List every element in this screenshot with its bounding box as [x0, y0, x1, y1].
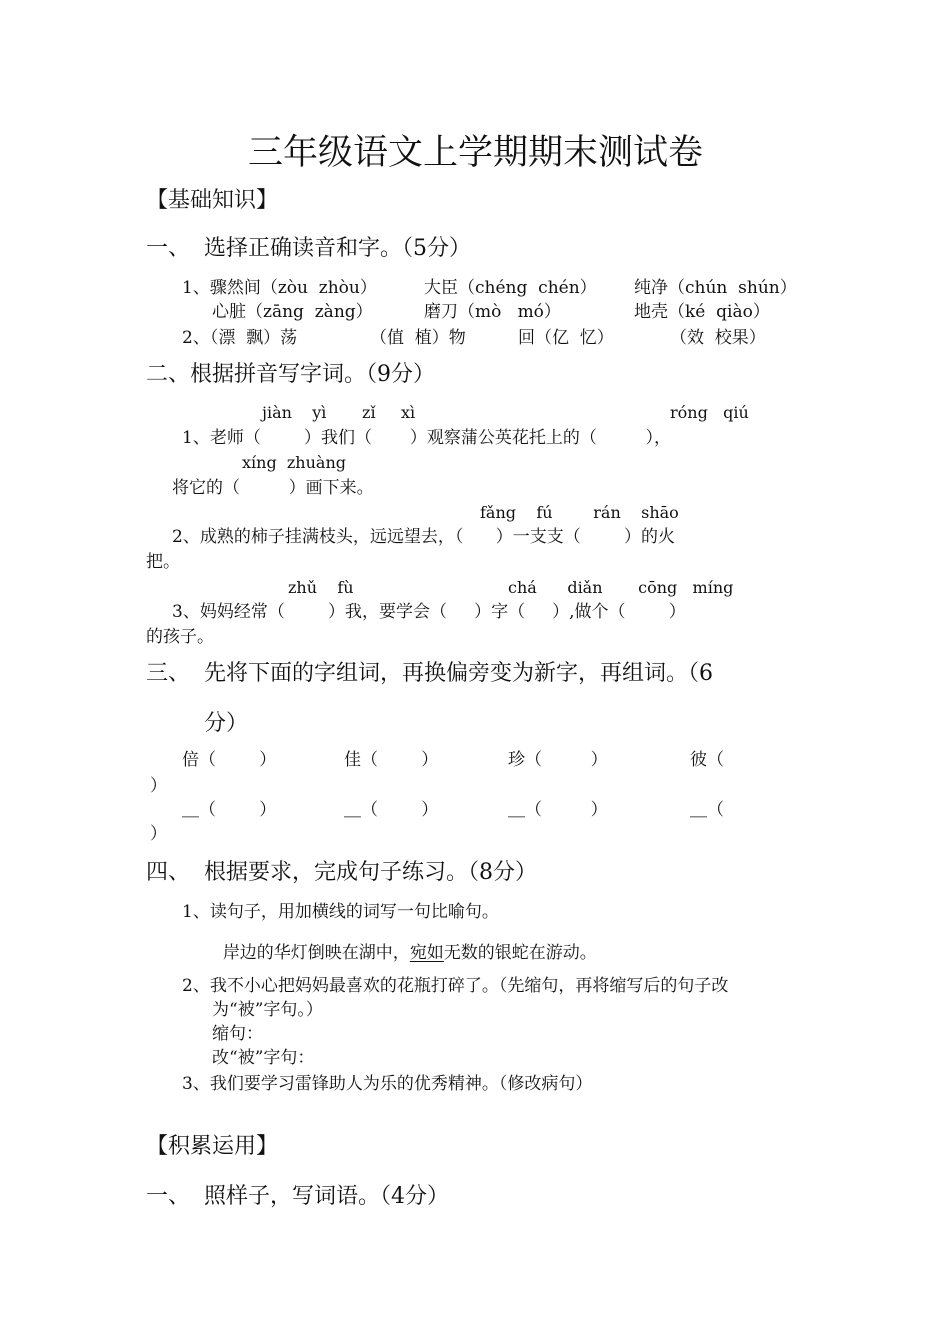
q2-heading: 二、根据拼音写字词。（9分）	[146, 362, 435, 387]
q3-new-char-blank: ＿（ ）	[508, 800, 608, 820]
q1-item: 2、（漂 飘）荡	[182, 328, 298, 348]
q1-item: 地壳（ké qiào）	[634, 302, 770, 322]
q2-sentence: 把。	[146, 552, 180, 572]
q4-item: 3、我们要学习雷锋助人为乐的优秀精神。（修改病句）	[182, 1074, 593, 1094]
q3-new-char-blank: ＿（ ）	[182, 800, 277, 820]
q1-item: 心脏（zāng zàng）	[212, 302, 373, 322]
q1-item: 纯净（chún shún）	[634, 278, 797, 298]
underlined-word: 宛如	[409, 943, 444, 963]
pinyin-hint: chá diǎn cōng míng	[508, 578, 734, 597]
q1-item: 磨刀（mò mó）	[424, 302, 561, 322]
q4-example-part: 岸边的华灯倒映在湖中，	[222, 943, 410, 963]
q1-item: （效 校果）	[670, 328, 766, 348]
q2-sentence: 将它的（ ）画下来。	[172, 478, 374, 498]
q4-heading: 四、 根据要求，完成句子练习。（8分）	[146, 860, 537, 885]
q4-item: 为“被”字句。）	[212, 1000, 323, 1020]
q3-heading: 三、 先将下面的字组词，再换偏旁变为新字，再组词。（6	[146, 661, 713, 686]
q1-item: 大臣（chéng chén）	[424, 278, 597, 298]
q4-answer-label: 改“被”字句：	[212, 1048, 315, 1068]
q4-item: 1、读句子，用加横线的词写一句比喻句。	[182, 902, 499, 922]
q2-sentence: 的孩子。	[146, 627, 214, 647]
pinyin-hint: fǎng fú rán shāo	[480, 503, 679, 522]
pinyin-hint: róng qiú	[670, 403, 749, 422]
q3-char-blank: 倍（ ）	[182, 750, 277, 770]
q2-sentence: 1、老师（ ）我们（ ）观察蒲公英花托上的（ ），	[182, 428, 672, 448]
q4-example-sentence	[212, 928, 597, 962]
q1-item: 1、骤然间（zòu zhòu）	[182, 278, 377, 298]
section-header-basics: 【基础知识】	[146, 188, 279, 213]
p2-q1-heading: 一、 照样子，写词语。（4分）	[146, 1184, 449, 1209]
q3-close-paren: ）	[150, 776, 167, 796]
q3-close-paren: ）	[150, 824, 167, 844]
q2-sentence: 3、妈妈经常（ ）我，要学会（ ）字（ ）,做个（ ）	[172, 602, 686, 622]
q3-char-blank: 佳（ ）	[344, 750, 439, 770]
pinyin-hint: zhǔ fù	[288, 578, 354, 597]
q3-char-blank: 珍（ ）	[508, 750, 608, 770]
q3-heading-continued: 分）	[204, 711, 249, 736]
pinyin-hint: jiàn yì zǐ xì	[262, 403, 416, 422]
section-header-application: 【积累运用】	[146, 1134, 279, 1159]
q1-item: 回（亿 忆）	[518, 328, 614, 348]
exam-title: 三年级语文上学期期末测试卷	[248, 133, 704, 173]
pinyin-hint: xíng zhuàng	[242, 453, 346, 472]
q4-item: 2、我不小心把妈妈最喜欢的花瓶打碎了。（先缩句，再将缩写后的句子改	[182, 976, 729, 996]
q2-sentence: 2、成熟的柿子挂满枝头，远远望去，（ ）一支支（ ）的火	[172, 527, 675, 547]
q1-heading: 一、 选择正确读音和字。（5分）	[146, 236, 471, 261]
q4-example-part: 无数的银蛇在游动。	[443, 943, 597, 963]
q3-new-char-blank: ＿（	[690, 800, 724, 820]
q4-answer-label: 缩句：	[212, 1024, 263, 1044]
q1-item: （值 植）物	[370, 328, 466, 348]
q3-char-blank: 彼（	[690, 750, 724, 770]
q3-new-char-blank: ＿（ ）	[344, 800, 439, 820]
